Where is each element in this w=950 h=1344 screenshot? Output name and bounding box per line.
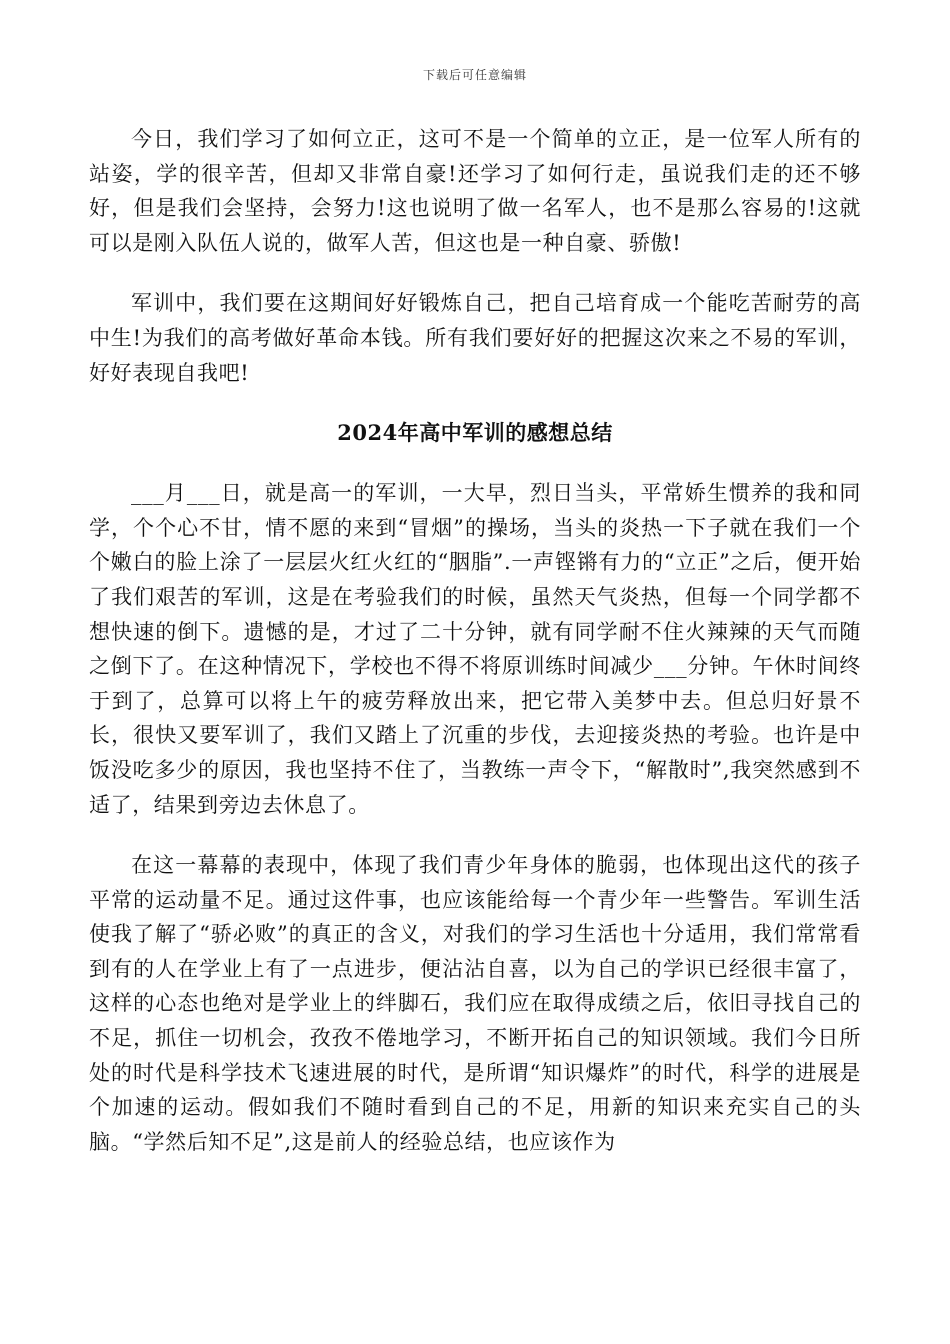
paragraph-reflection: 在这一幕幕的表现中，体现了我们青少年身体的脆弱，也体现出这代的孩子平常的运动量不足。通过这件事，也应该能给每一个青少年一些警告。军训生活使我了解了“骄必败”的真正的含义，对我们的学习生活也十分适用，我们常常看到有的人在学业上有了一点进步，便沾沾自喜，以为自己的学识已经很丰富了，这样的心态也绝对是学业上的绊脚石，我们应在取得成绩之后，依旧寻找自己的不足，抓住一切机会，孜孜不倦地学习，不断开拓自己的知识领域。我们今日所处的时代是科学技术飞速进展的时代，是所谓“知识爆炸”的时代，科学的进展是个加速的运动。假如我们不随时看到自己的不足，用新的知识来充实自己的头脑。“学然后知不足”,这是前人的经验总结，也应该作为 (89, 853, 861, 1154)
paragraph-first-day: ___月___日，就是高一的军训，一大早，烈日当头，平常娇生惯养的我和同学，个个心不甘，情不愿的来到“冒烟”的操场，当头的炎热一下子就在我们一个个嫩白的脸上涂了一层层火红火红的“胭脂”.一声铿锵有力的“立正”之后，便开始了我们艰苦的军训，这是在考验我们的时候，虽然天气炎热，但每一个同学都不想快速的倒下。遗憾的是，才过了二十分钟，就有同学耐不住火辣辣的天气而随之倒下了。在这种情况下，学校也不得不将原训练时间减少___分钟。午休时间终于到了，总算可以将上午的疲劳释放出来，把它带入美梦中去。但总归好景不长，很快又要军训了，我们又踏上了沉重的步伐，去迎接炎热的考验。也许是中饭没吃多少的原因，我也坚持不住了，当教练一声令下，“解散时”,我突然感到不适了，结果到旁边去休息了。 (89, 481, 861, 817)
paragraph-training-goal: 军训中，我们要在这期间好好锻炼自己，把自己培育成一个能吃苦耐劳的高中生!为我们的高考做好革命本钱。所有我们要好好的把握这次来之不易的军训，好好表现自我吧! (89, 291, 861, 385)
document-body (89, 122, 861, 1185)
paragraph-standing-practice: 今日，我们学习了如何立正，这可不是一个简单的立正，是一位军人所有的站姿，学的很辛苦，但却又非常自豪!还学习了如何行走，虽说我们走的还不够好，但是我们会坚持，会努力!这也说明了做一名军人，也不是那么容易的!这就可以是刚入队伍人说的，做军人苦，但这也是一种自豪、骄傲! (89, 127, 861, 255)
section-title: 2024年高中军训的感想总结 (337, 420, 613, 446)
page-header-note: 下载后可任意编辑 (422, 68, 527, 82)
